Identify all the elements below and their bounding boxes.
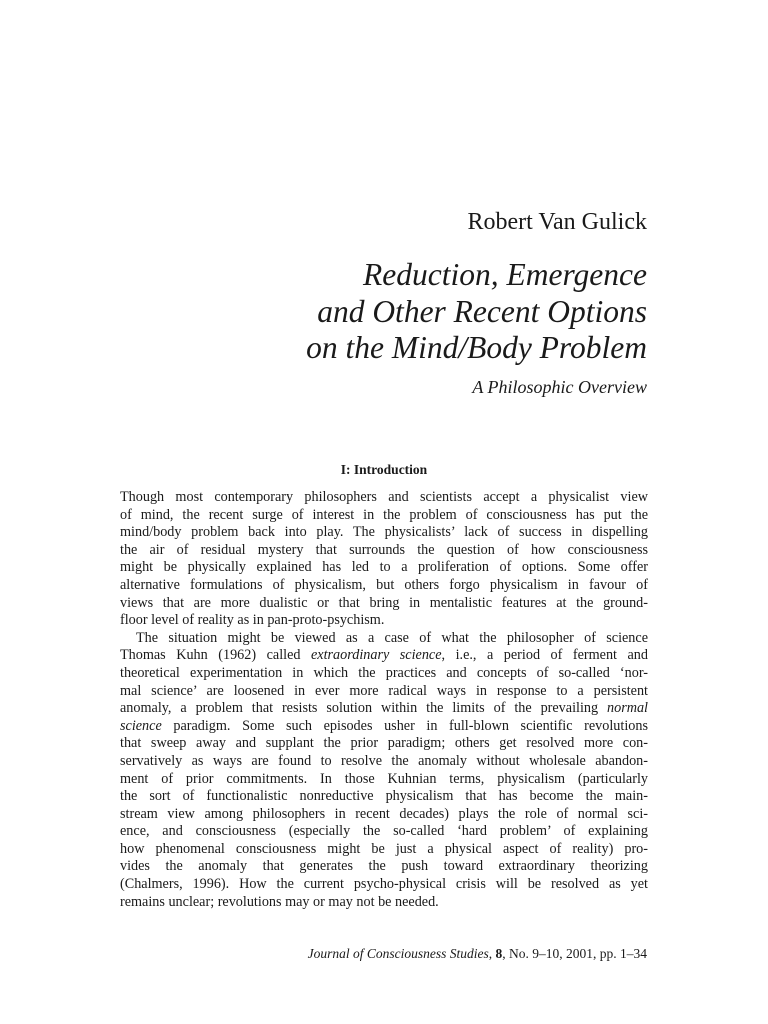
text-line: Though most contemporary philosophers and scientists accept a physicalist view [120,489,648,505]
text-line: The situation might be viewed as a case of what the philosopher of science [136,629,648,646]
text-line: vides the anomaly that generates the push toward extraordinary theorizing [120,858,648,875]
emphasis-text: extraordinary science [310,647,442,664]
emphasis-text: normal [607,700,648,717]
journal-citation [308,945,647,962]
text-line: (Chalmers, 1996). How the current psycho-physical crisis will be resolved as yet [120,876,648,893]
text-line: stream view among philosophers in recent decades) plays the role of normal sci- [120,805,648,822]
text-run: anomaly, a problem that resists solution within the limits of the prevailing [120,700,607,717]
text-line: ment of prior commitments. In those Kuhnian terms, physicalism (particularly [120,770,648,787]
journal-name: Journal of Consciousness Studies [307,946,489,961]
text-run: paradigm. Some such episodes usher in full-blown scientific revolutions [161,717,648,734]
text-line [120,647,648,665]
text-line: views that are more dualistic or that bring in mentalistic features at the ground- [120,594,648,611]
text-line: remains unclear; revolutions may or may not be needed. [120,893,439,910]
title-line: and Other Recent Options [317,293,647,329]
text-line: floor level of reality as in pan-proto-psychism. [120,612,385,629]
section-heading: I: Introduction [340,462,428,477]
citation-details: , No. 9–10, 2001, pp. 1–34 [502,946,647,961]
journal-volume: 8 [495,946,503,961]
title-line: Reduction, Emergence [363,257,647,292]
title-line: on the Mind/Body Problem [306,330,647,365]
text-run: , i.e., a period of ferment and [441,647,648,664]
text-line: theoretical experimentation in which the practices and concepts of so-called ‘nor- [120,664,648,681]
author-name: Robert Van Gulick [467,209,647,235]
text-line: that sweep away and supplant the prior paradigm; others get resolved more con- [120,735,648,752]
text-line: mind/body problem back into play. The physicalists’ lack of success in dispelling [120,524,648,541]
article-subtitle: A Philosophic Overview [472,377,647,397]
text-line: servatively as ways are found to resolve the anomaly without wholesale abandon- [120,752,648,769]
emphasis-text: science [120,717,162,734]
text-line: the sort of functionalistic nonreductive physicalism that has become the main- [120,788,648,805]
text-line: ence, and consciousness (especially the so-called ‘hard problem’ of explaining [120,823,648,840]
text-line [120,718,648,736]
text-line [120,700,648,718]
text-line: alternative formulations of physicalism, but others forgo physicalism in favour of [120,576,648,593]
text-line: might be physically explained has led to a proliferation of options. Some offer [120,559,648,576]
body-text [120,489,648,911]
article-title [306,257,647,367]
text-line: the air of residual mystery that surrounds the question of how consciousness [120,541,648,558]
text-line: mal science’ are loosened in ever more radical ways in response to a persistent [120,682,648,699]
text-run: Thomas Kuhn (1962) called [120,647,311,664]
citation-separator: , [488,946,496,961]
text-line: how phenomenal consciousness might be just a physical aspect of reality) pro- [120,840,648,857]
text-line: of mind, the recent surge of interest in the problem of consciousness has put the [120,506,648,523]
